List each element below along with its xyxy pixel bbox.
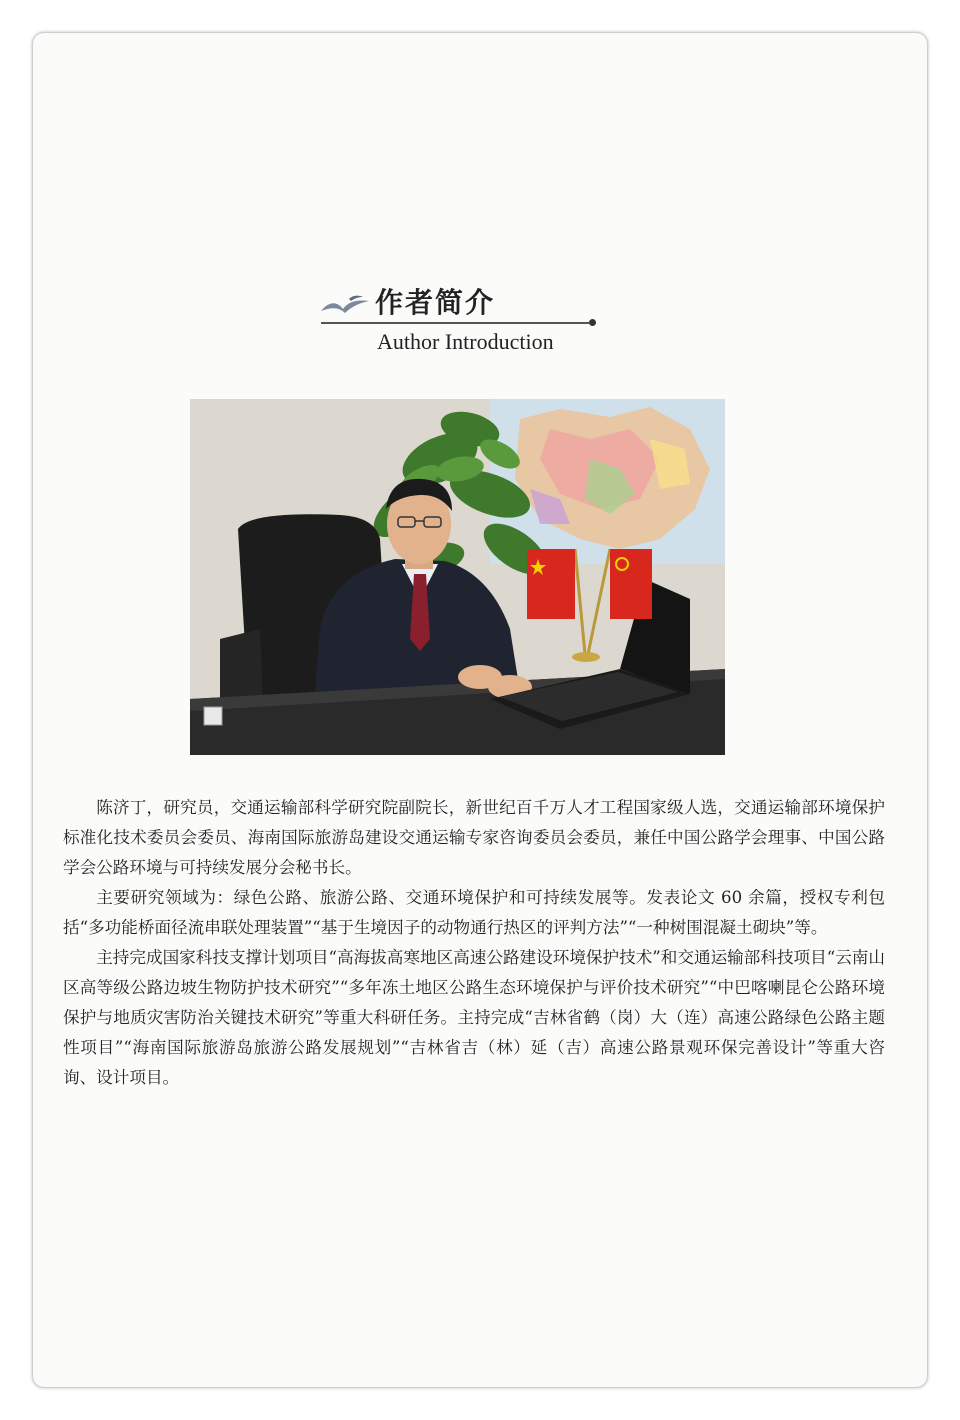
- book-page: [32, 32, 928, 1388]
- section-heading: [319, 281, 619, 361]
- heading-underline: [321, 322, 589, 324]
- heading-title-english: Author Introduction: [377, 329, 554, 354]
- bio-paragraph-3: 主持完成国家科技支撑计划项目“高海拔高寒地区高速公路建设环境保护技术”和交通运输部科技项目“云南山区高等级公路边坡生物防护技术研究”“多年冻土地区公路生态环境保护与评价技术研究”“中巴喀喇昆仑公路环境保护与地质灾害防治关键技术研究”等重大科研任务。主持完成“吉林省鹤（岗）大（连）高速公路绿色公路主题性项目”“海南国际旅游岛旅游公路发展规划”“吉林省吉（林）延（吉）高速公路景观环保完善设计”等重大咨询、设计项目。: [63, 948, 885, 1087]
- heading-title-chinese: 作者简介: [375, 286, 496, 319]
- bird-wing-icon: [319, 295, 371, 317]
- author-photo: [190, 399, 725, 755]
- bio-paragraph-2: 主要研究领域为：绿色公路、旅游公路、交通环境保护和可持续发展等。发表论文 60 余篇，授权专利包括“多功能桥面径流串联处理装置”“基于生境因子的动物通行热区的评判方法”“一种树围混凝土砌块”等。: [63, 888, 885, 937]
- bio-paragraph-1: 陈济丁，研究员，交通运输部科学研究院副院长，新世纪百千万人才工程国家级人选，交通运输部环境保护标准化技术委员会委员、海南国际旅游岛建设交通运输专家咨询委员会委员，兼任中国公路学会理事、中国公路学会公路环境与可持续发展分会秘书长。: [63, 798, 885, 877]
- heading-underline-dot: [589, 319, 596, 326]
- author-bio: [63, 793, 885, 1093]
